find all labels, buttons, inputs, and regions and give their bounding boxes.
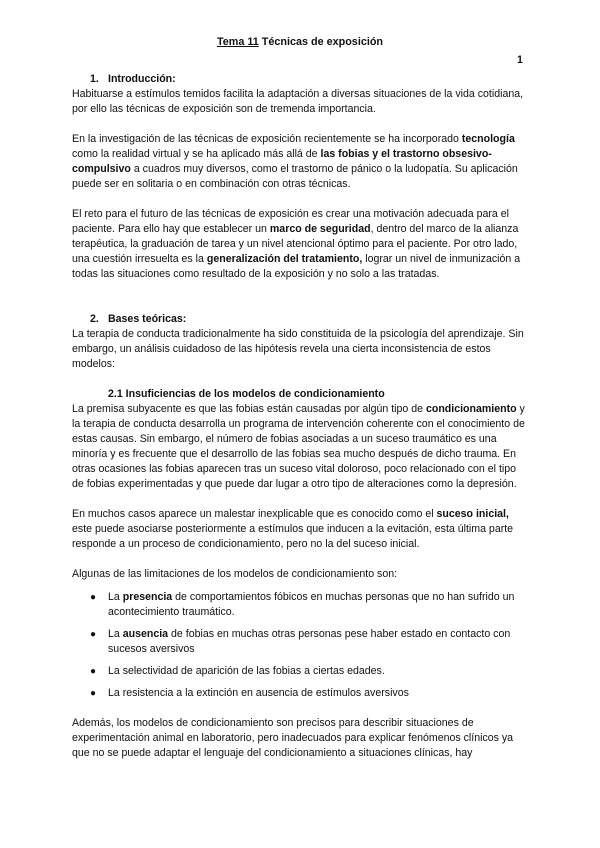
paragraph: Habituarse a estímulos temidos facilita la adaptación a diversas situaciones de la vida cotidiana, por ello las técnicas de exposición son de tremenda importancia. bbox=[72, 88, 524, 115]
text-run: de fobias en muchas otras personas pese haber estado en contacto con sucesos aversivos bbox=[108, 628, 511, 655]
list-item bbox=[72, 627, 528, 657]
text-run: lograr un nivel de inmunización a todas las situaciones como resultado de la exposición y no solo a las tratadas. bbox=[72, 253, 521, 280]
text-run: En la investigación de las técnicas de exposición recientemente se ha incorporado bbox=[72, 133, 462, 145]
text-run: , dentro del marco de la alianza terapéutica, la graduación de tarea y un nivel atencional óptimo para el paciente. Por otro lado, una cuestión irresuelta es la bbox=[72, 223, 519, 265]
subsection-heading: 2.1 Insuficiencias de los modelos de condicionamiento bbox=[108, 388, 385, 400]
list-item bbox=[72, 590, 528, 620]
text-run: como la realidad virtual y se ha aplicado más allá de bbox=[72, 148, 321, 160]
paragraph bbox=[72, 132, 528, 192]
bold-term: ausencia bbox=[122, 628, 169, 640]
section-heading-bases-teoricas bbox=[72, 312, 528, 327]
text-run: La selectividad de aparición de las fobias a ciertas edades. bbox=[108, 665, 385, 677]
title-text: Técnicas de exposición bbox=[258, 36, 384, 48]
text-run: En muchos casos aparece un malestar inexplicable que es conocido como el bbox=[72, 508, 437, 520]
section-title: Bases teóricas: bbox=[108, 313, 187, 325]
bold-term: marco de seguridad bbox=[269, 223, 371, 235]
text-run: este puede asociarse posteriormente a estímulos que inducen a la evitación, esta última parte responde a un proceso de condicionamiento, pero no la del suceso inicial. bbox=[72, 523, 514, 550]
text-run: a cuadros muy diversos, como el trastorno de pánico o la ludopatía. Su aplicación puede ser en solitaria o en combinación con otras técnicas. bbox=[72, 163, 518, 190]
bold-term: generalización del tratamiento, bbox=[206, 253, 363, 265]
bold-term: condicionamiento bbox=[425, 403, 517, 415]
document-body bbox=[72, 72, 528, 761]
text-run: La premisa subyacente es que las fobias están causadas por algún tipo de bbox=[72, 403, 426, 415]
bold-term: las fobias y el trastorno obsesivo-compulsivo bbox=[72, 148, 492, 175]
bullet-icon: ● bbox=[90, 629, 97, 640]
list-item bbox=[72, 686, 528, 701]
bullet-list bbox=[72, 590, 528, 701]
paragraph: Además, los modelos de condicionamiento son precisos para describir situaciones de experimentación animal en laboratorio, pero inadecuados para explicar fenómenos clínicos ya que no se puede adaptar el lenguaje del condicionamiento a situaciones clínicas, hay bbox=[72, 717, 514, 759]
paragraph bbox=[72, 207, 528, 282]
bold-term: tecnología bbox=[461, 133, 515, 145]
bullet-icon: ● bbox=[90, 666, 97, 677]
bullet-icon: ● bbox=[90, 688, 97, 699]
paragraph bbox=[72, 402, 528, 492]
text-run: El reto para el futuro de las técnicas de exposición es crear una motivación adecuada para el paciente. Para ello hay que establecer un bbox=[72, 208, 509, 235]
list-item bbox=[72, 664, 528, 679]
paragraph bbox=[72, 507, 528, 552]
section-title: Introducción: bbox=[108, 73, 176, 85]
section-heading-introduccion bbox=[72, 72, 528, 87]
document-title bbox=[0, 35, 600, 50]
text-run: y la terapia de conducta desarrolla un programa de intervención coherente con el conocimiento de estas causas. Sin embargo, el número de fobias asociadas a un suceso traumático es una minoría y es frecuente que el desarrollo de las fobias sea mucho después de dicho trauma. En otras ocasiones las fobias aparecen tras un suceso vital doloroso, poco relacionado con el tipo de fobias experimentadas y que puede dar lugar a otro tipo de alteraciones como la depresión. bbox=[72, 403, 525, 490]
title-topic: Tema 11 bbox=[216, 36, 259, 48]
paragraph: Algunas de las limitaciones de los modelos de condicionamiento son: bbox=[72, 568, 398, 580]
text-run: La resistencia a la extinción en ausencia de estímulos aversivos bbox=[108, 687, 409, 699]
section-number: 1. bbox=[90, 73, 99, 85]
bold-term: presencia bbox=[122, 591, 173, 603]
section-number: 2. bbox=[90, 313, 99, 325]
bold-term: suceso inicial, bbox=[436, 508, 509, 520]
text-run: La bbox=[108, 628, 123, 640]
bullet-icon: ● bbox=[90, 592, 97, 603]
text-run: La bbox=[108, 591, 123, 603]
paragraph: La terapia de conducta tradicionalmente ha sido constituida de la psicología del aprendizaje. Sin embargo, un análisis cuidadoso de las hipótesis revela una cierta inconsistencia de estos modelos: bbox=[72, 328, 524, 370]
page-number: 1 bbox=[517, 54, 523, 66]
text-run: de comportamientos fóbicos en muchas personas que no han sufrido un acontecimiento traumático. bbox=[108, 591, 515, 618]
